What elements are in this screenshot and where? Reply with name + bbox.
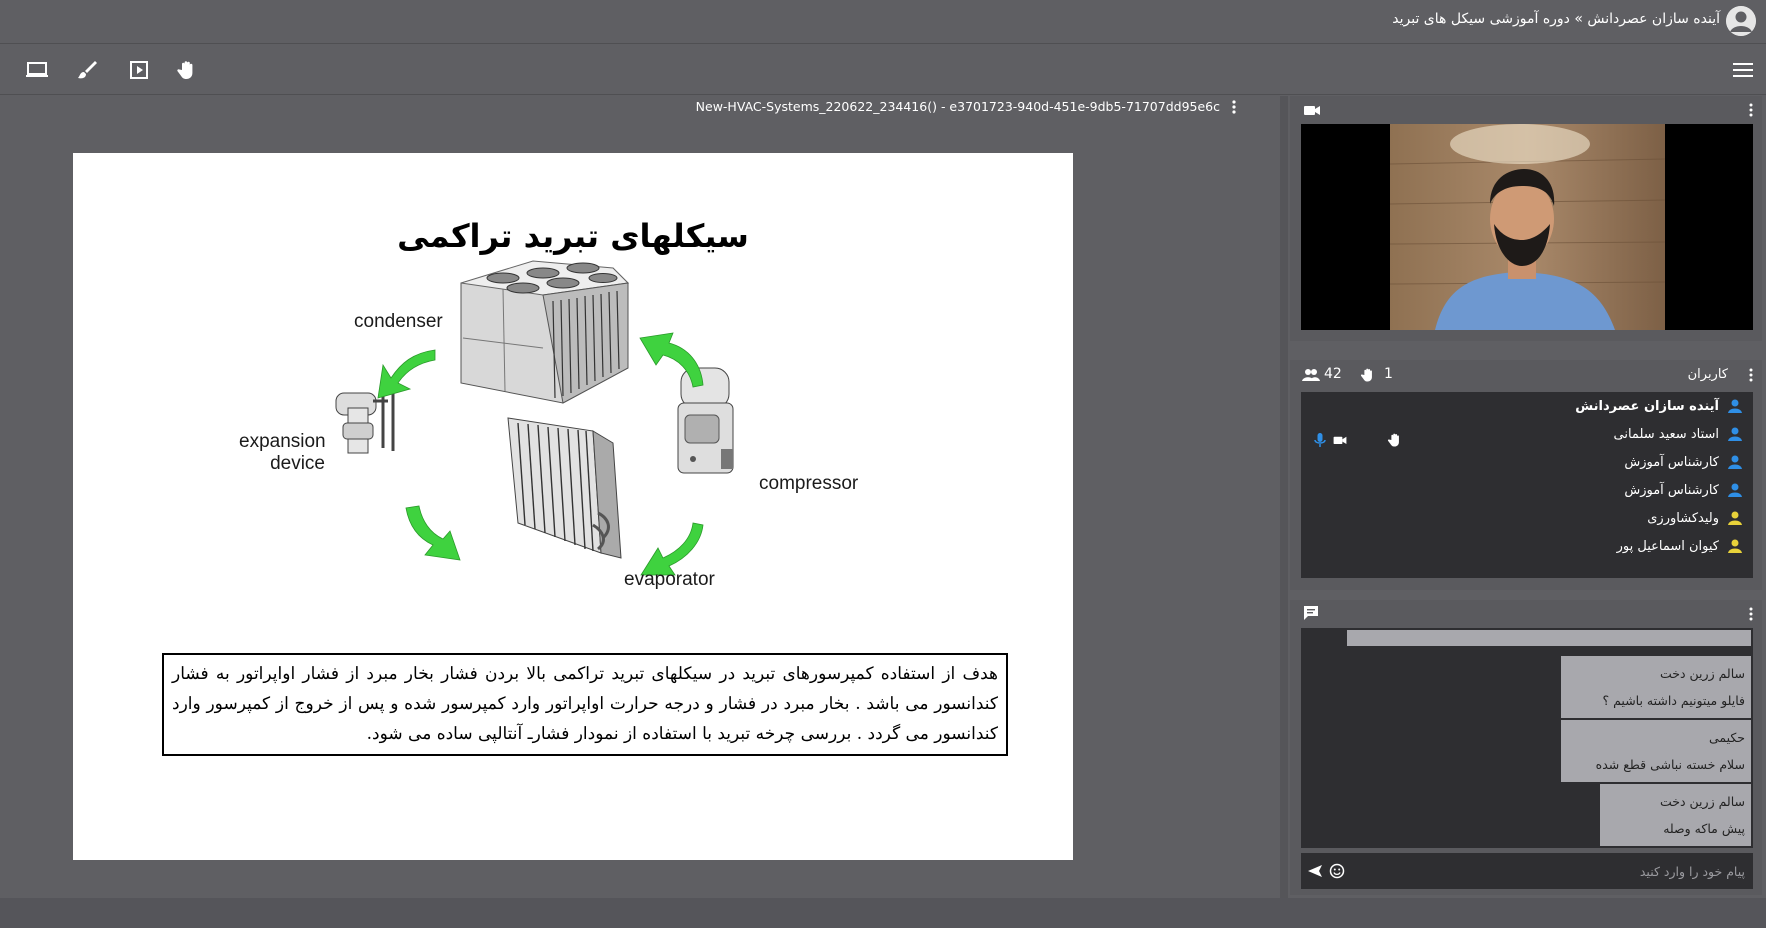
message-bubble bbox=[1561, 656, 1751, 718]
user-icon bbox=[1727, 482, 1743, 498]
message-sender: سالم زرین دخت bbox=[1660, 666, 1745, 681]
label-expansion-line2: device bbox=[270, 453, 325, 474]
video-camera-icon bbox=[1302, 100, 1322, 120]
user-name: کارشناس آموزش bbox=[1624, 454, 1719, 470]
raised-hand-icon bbox=[1360, 367, 1376, 383]
presentation-icon[interactable] bbox=[124, 55, 154, 85]
refrigeration-cycle-diagram bbox=[73, 153, 1073, 653]
user-name: استاد سعید سلمانی bbox=[1613, 426, 1719, 442]
slide bbox=[73, 153, 1073, 860]
users-panel bbox=[1290, 360, 1762, 590]
list-item[interactable] bbox=[1624, 450, 1743, 474]
webcam-video[interactable] bbox=[1301, 124, 1753, 330]
message-sender: سالم زرین دخت bbox=[1660, 794, 1745, 809]
arrow-expansion-to-evaporator bbox=[406, 506, 460, 560]
raised-hands-count: 1 bbox=[1384, 366, 1393, 382]
presentation-options-icon[interactable] bbox=[1226, 98, 1242, 116]
slide-title: سیکلهای تبرید تراکمی bbox=[397, 217, 749, 255]
user-camera-icon[interactable] bbox=[1331, 432, 1349, 448]
presentation-area bbox=[0, 96, 1280, 898]
user-name: آینده سازان عصردانش bbox=[1575, 398, 1719, 414]
webcam-options-icon[interactable] bbox=[1746, 101, 1756, 119]
user-icon bbox=[1727, 454, 1743, 470]
label-expansion-line1: expansion bbox=[239, 431, 326, 452]
toolbar bbox=[0, 45, 1766, 95]
screen-share-icon[interactable] bbox=[22, 55, 52, 85]
presentation-filename: New-HVAC-Systems_220622_234416() - e3701723-940d-451e-9db5-71707dd95e6c bbox=[695, 99, 1220, 114]
user-name: کارشناس آموزش bbox=[1624, 482, 1719, 498]
meeting-title: آینده سازان عصردانش » دوره آموزشی سیکل های تبرید bbox=[1392, 11, 1720, 27]
label-compressor: compressor bbox=[759, 473, 859, 494]
users-panel-title: کاربران bbox=[1687, 367, 1728, 382]
hand-icon[interactable] bbox=[172, 55, 202, 85]
user-icon bbox=[1727, 510, 1743, 526]
list-item[interactable] bbox=[1624, 478, 1743, 502]
user-icon bbox=[1727, 538, 1743, 554]
chat-panel bbox=[1290, 600, 1762, 895]
webcam-feed-image bbox=[1390, 124, 1665, 330]
user-raised-hand-icon[interactable] bbox=[1387, 432, 1403, 448]
user-name: ولیدکشاورزی bbox=[1647, 510, 1719, 526]
microphone-icon[interactable] bbox=[1313, 432, 1327, 448]
chat-options-icon[interactable] bbox=[1746, 605, 1756, 623]
compressor-image bbox=[678, 368, 733, 473]
label-condenser: condenser bbox=[354, 311, 443, 332]
brush-icon[interactable] bbox=[72, 55, 102, 85]
chat-icon bbox=[1302, 604, 1322, 624]
message-text: فایلو میتونیم داشته باشیم ؟ bbox=[1602, 693, 1745, 708]
chat-input-bar bbox=[1301, 853, 1753, 889]
hamburger-icon[interactable] bbox=[1728, 55, 1758, 85]
send-icon[interactable] bbox=[1307, 863, 1323, 879]
users-group-icon bbox=[1302, 367, 1318, 383]
user-icon bbox=[1727, 426, 1743, 442]
chat-message-input[interactable] bbox=[1385, 861, 1745, 881]
evaporator-image bbox=[508, 418, 621, 558]
bottom-bar bbox=[0, 898, 1766, 928]
user-icon bbox=[1727, 398, 1743, 414]
user-name: کیوان اسماعیل پور bbox=[1616, 538, 1719, 554]
list-item[interactable] bbox=[1617, 534, 1743, 558]
message-sender: حکیمی bbox=[1708, 730, 1745, 745]
users-list[interactable] bbox=[1301, 392, 1753, 578]
chat-messages[interactable] bbox=[1301, 628, 1753, 848]
label-evaporator: evaporator bbox=[624, 569, 715, 590]
list-item[interactable] bbox=[1575, 394, 1743, 418]
top-bar bbox=[0, 0, 1766, 44]
list-item[interactable] bbox=[1647, 506, 1743, 530]
users-options-icon[interactable] bbox=[1746, 366, 1756, 384]
emoji-icon[interactable] bbox=[1329, 863, 1345, 879]
condenser-image bbox=[461, 261, 628, 403]
arrow-evaporator-to-compressor bbox=[641, 523, 703, 575]
message-bubble bbox=[1561, 720, 1751, 782]
user-avatar-icon[interactable] bbox=[1726, 6, 1756, 36]
arrow-compressor-to-condenser bbox=[640, 333, 703, 387]
panel-divider[interactable] bbox=[1280, 96, 1288, 898]
list-item[interactable] bbox=[1614, 422, 1743, 446]
message-bubble-partial bbox=[1347, 630, 1751, 646]
message-text: پیش ماکه وصله bbox=[1663, 821, 1745, 836]
arrow-condenser-to-expansion bbox=[378, 350, 435, 398]
webcam-panel bbox=[1290, 96, 1762, 341]
users-count: 42 bbox=[1324, 366, 1342, 382]
message-bubble bbox=[1600, 784, 1751, 846]
message-text: سلام خسته نباشی قطع شده bbox=[1595, 757, 1745, 772]
slide-description: هدف از استفاده کمپرسورهای تبرید در سیکلهای تبرید تراکمی بالا بردن فشار بخار مبرد از فشار اواپراتور به فشار کندانسور می باشد . بخار مبرد در فشار و درجه حرارت اواپراتور وارد کمپرسور شده و پس از خروج از کمپرسور وارد کندانسور می گردد . بررسی چرخه تبرید با استفاده از نمودار فشارـ آنتالپی ساده می شود. bbox=[162, 653, 1008, 756]
